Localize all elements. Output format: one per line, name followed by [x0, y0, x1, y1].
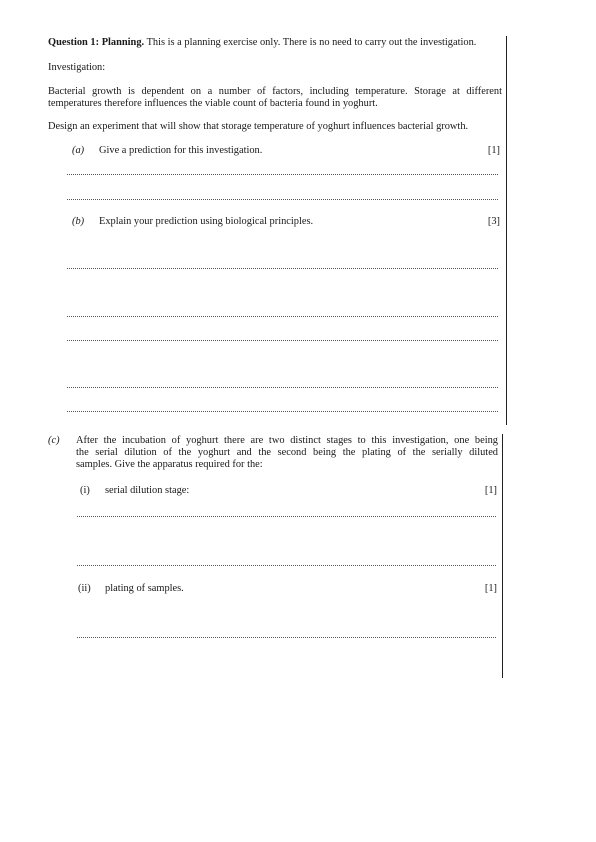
margin-line-lower	[502, 434, 503, 678]
task-statement: Design an experiment that will show that storage temperature of yoghurt influences bacterial growth.	[48, 121, 469, 132]
sub-ii-label: (ii)	[78, 583, 91, 594]
answer-line-c3[interactable]	[77, 637, 496, 638]
part-c-line-3: samples. Give the apparatus required for the:	[76, 459, 263, 470]
investigation-label: Investigation:	[48, 62, 106, 73]
answer-line-b3[interactable]	[67, 340, 498, 341]
answer-line-b1[interactable]	[67, 268, 498, 269]
answer-line-b4[interactable]	[67, 387, 498, 388]
sub-i-marks: [1]	[484, 485, 497, 496]
part-c-letter: (c)	[48, 435, 60, 446]
part-a-text: Give a prediction for this investigation.	[99, 145, 263, 156]
question-heading-line	[48, 37, 508, 48]
part-b-text: Explain your prediction using biological principles.	[99, 216, 314, 227]
part-a-label	[72, 145, 84, 156]
answer-line-c2[interactable]	[77, 565, 496, 566]
part-b-marks: [3]	[487, 216, 500, 227]
question-intro: This is a planning exercise only. There is no need to carry out the investigation.	[146, 37, 477, 48]
part-a-letter: (a)	[72, 145, 85, 156]
answer-line-a2[interactable]	[67, 199, 498, 200]
background-line-2: temperatures therefore influences the viable count of bacteria found in yoghurt.	[48, 98, 378, 109]
background-line-1: Bacterial growth is dependent on a number of factors, including temperature. Storage at different	[48, 86, 502, 97]
answer-line-c1[interactable]	[77, 516, 496, 517]
question-heading: Question 1: Planning.	[48, 37, 145, 48]
answer-line-b5[interactable]	[67, 411, 498, 412]
part-c-label	[48, 435, 60, 446]
answer-line-b2[interactable]	[67, 316, 498, 317]
part-b-label	[72, 216, 84, 227]
sub-ii-text: plating of samples.	[105, 583, 184, 594]
part-c-line-1: After the incubation of yoghurt there are two distinct stages to this investigation, one being	[76, 435, 498, 446]
sub-i-label: (i)	[80, 485, 90, 496]
sub-ii-marks: [1]	[484, 583, 497, 594]
part-c-line-2: the serial dilution of the yoghurt and the second being the plating of the serially diluted	[76, 447, 498, 458]
sub-i-text: serial dilution stage:	[105, 485, 190, 496]
part-b-letter: (b)	[72, 216, 85, 227]
answer-line-a1[interactable]	[67, 174, 498, 175]
part-a-marks: [1]	[487, 145, 500, 156]
margin-line-upper	[506, 36, 507, 425]
